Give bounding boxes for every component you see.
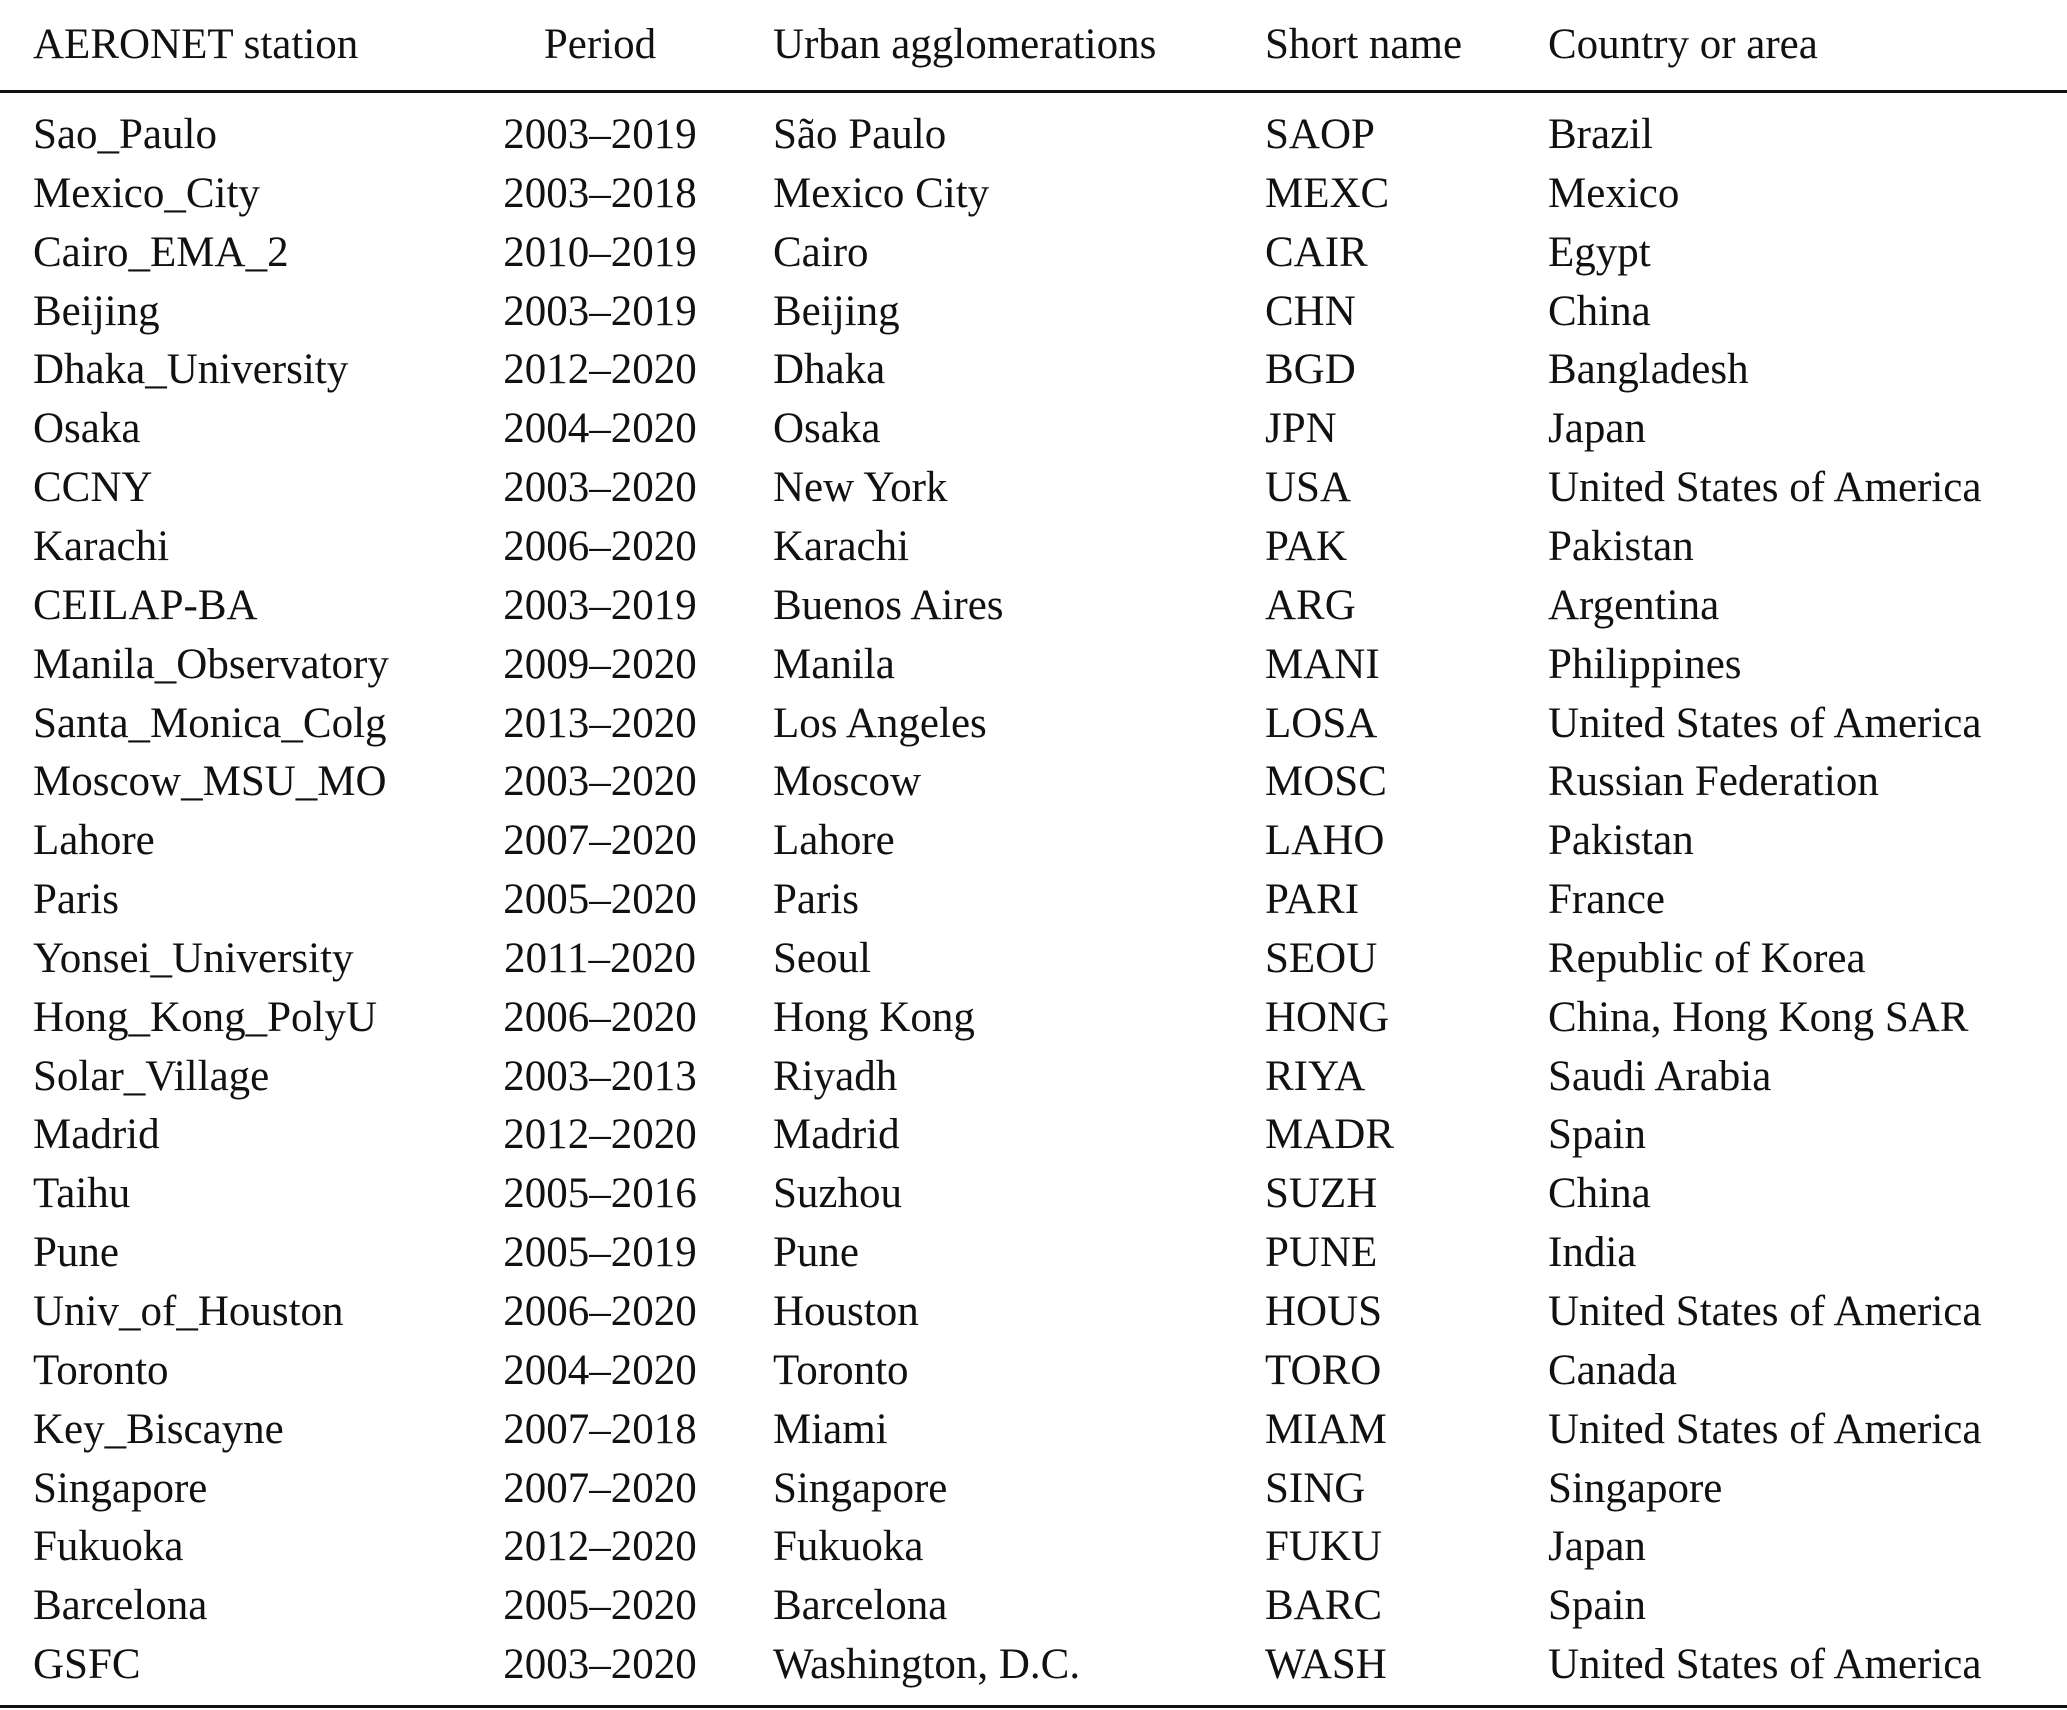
header-divider bbox=[0, 90, 2067, 93]
cell-agglomeration: Riyadh bbox=[773, 1052, 898, 1100]
cell-station: Pune bbox=[33, 1229, 119, 1277]
cell-period: 2006–2020 bbox=[503, 1288, 697, 1335]
cell-period: 2003–2020 bbox=[503, 1641, 697, 1689]
bottom-divider bbox=[0, 1705, 2067, 1708]
cell-station: Manila_Observatory bbox=[33, 640, 389, 688]
table-row bbox=[0, 459, 2067, 517]
cell-country: Russian Federation bbox=[1548, 758, 1879, 806]
cell-agglomeration: Madrid bbox=[773, 1111, 900, 1159]
cell-period: 2005–2020 bbox=[503, 1582, 697, 1630]
cell-period: 2003–2020 bbox=[503, 758, 697, 806]
cell-country: Bangladesh bbox=[1548, 346, 1749, 394]
cell-station: Singapore bbox=[33, 1464, 208, 1512]
cell-short-name: MIAM bbox=[1265, 1405, 1387, 1453]
cell-agglomeration: Miami bbox=[773, 1405, 888, 1453]
cell-country: Pakistan bbox=[1548, 522, 1694, 570]
cell-country: Republic of Korea bbox=[1548, 934, 1866, 982]
table-row bbox=[0, 1401, 2067, 1459]
header-country: Country or area bbox=[1548, 21, 1818, 68]
cell-agglomeration: Beijing bbox=[773, 287, 900, 335]
table-row bbox=[0, 1577, 2067, 1635]
cell-agglomeration: Manila bbox=[773, 640, 895, 688]
cell-short-name: BGD bbox=[1265, 346, 1356, 394]
cell-country: Spain bbox=[1548, 1111, 1646, 1159]
cell-station: Beijing bbox=[33, 287, 160, 335]
cell-country: United States of America bbox=[1548, 464, 1982, 512]
cell-station: Hong_Kong_PolyU bbox=[33, 993, 378, 1041]
table-row bbox=[0, 224, 2067, 282]
cell-period: 2003–2019 bbox=[503, 581, 697, 629]
cell-country: Brazil bbox=[1548, 111, 1654, 158]
table-row bbox=[0, 165, 2067, 223]
cell-agglomeration: Singapore bbox=[773, 1464, 948, 1512]
cell-short-name: LAHO bbox=[1265, 817, 1385, 865]
cell-station: Dhaka_University bbox=[33, 346, 349, 394]
table-row bbox=[0, 1518, 2067, 1576]
cell-station: Paris bbox=[33, 876, 119, 924]
table-row bbox=[0, 341, 2067, 399]
cell-station: CCNY bbox=[33, 464, 153, 512]
cell-period: 2012–2020 bbox=[503, 1523, 697, 1571]
cell-period: 2006–2020 bbox=[503, 522, 697, 570]
cell-station: GSFC bbox=[33, 1641, 141, 1689]
cell-station: Toronto bbox=[33, 1346, 169, 1394]
table-row bbox=[0, 930, 2067, 988]
cell-short-name: SEOU bbox=[1265, 934, 1378, 982]
cell-short-name: RIYA bbox=[1265, 1052, 1366, 1100]
table-row bbox=[0, 1283, 2067, 1341]
table-row bbox=[0, 283, 2067, 341]
cell-station: Cairo_EMA_2 bbox=[33, 228, 289, 276]
table-row bbox=[0, 1048, 2067, 1106]
cell-station: Madrid bbox=[33, 1111, 160, 1159]
table-row bbox=[0, 1106, 2067, 1164]
cell-agglomeration: Barcelona bbox=[773, 1582, 948, 1630]
cell-period: 2003–2020 bbox=[503, 464, 697, 512]
cell-short-name: JPN bbox=[1265, 405, 1337, 453]
table-row bbox=[0, 1636, 2067, 1694]
cell-station: Taihu bbox=[33, 1170, 131, 1218]
cell-station: Santa_Monica_Colg bbox=[33, 699, 387, 747]
cell-country: China bbox=[1548, 287, 1651, 335]
cell-short-name: MADR bbox=[1265, 1111, 1395, 1159]
cell-agglomeration: Fukuoka bbox=[773, 1523, 924, 1571]
cell-country: China bbox=[1548, 1170, 1651, 1218]
cell-period: 2009–2020 bbox=[503, 640, 697, 688]
cell-period: 2012–2020 bbox=[503, 346, 697, 394]
header-period: Period bbox=[543, 21, 657, 68]
cell-period: 2007–2020 bbox=[503, 1464, 697, 1512]
cell-country: Japan bbox=[1548, 405, 1646, 453]
cell-period: 2004–2020 bbox=[503, 405, 697, 453]
cell-station: Sao_Paulo bbox=[33, 111, 217, 158]
cell-country: Philippines bbox=[1548, 640, 1742, 688]
header-short-name: Short name bbox=[1265, 21, 1463, 68]
table-row bbox=[0, 577, 2067, 635]
cell-country: Pakistan bbox=[1548, 817, 1694, 865]
cell-short-name: FUKU bbox=[1265, 1523, 1383, 1571]
cell-agglomeration: Osaka bbox=[773, 405, 881, 453]
cell-station: Solar_Village bbox=[33, 1052, 270, 1100]
table-row bbox=[0, 753, 2067, 811]
table-row bbox=[0, 871, 2067, 929]
cell-country: Saudi Arabia bbox=[1548, 1052, 1772, 1100]
cell-agglomeration: Dhaka bbox=[773, 346, 886, 394]
table-row bbox=[0, 636, 2067, 694]
cell-agglomeration: Lahore bbox=[773, 817, 895, 865]
cell-station: Yonsei_University bbox=[33, 934, 354, 982]
header-agglomeration: Urban agglomerations bbox=[773, 21, 1157, 68]
cell-country: India bbox=[1548, 1229, 1637, 1277]
cell-country: Japan bbox=[1548, 1523, 1646, 1571]
cell-period: 2013–2020 bbox=[503, 699, 697, 747]
cell-agglomeration: Washington, D.C. bbox=[773, 1641, 1081, 1689]
cell-agglomeration: New York bbox=[773, 464, 948, 512]
cell-station: Karachi bbox=[33, 522, 170, 570]
table-row bbox=[0, 400, 2067, 458]
table-row bbox=[0, 695, 2067, 753]
cell-agglomeration: Seoul bbox=[773, 934, 871, 982]
cell-period: 2004–2020 bbox=[503, 1346, 697, 1394]
cell-period: 2012–2020 bbox=[503, 1111, 697, 1159]
cell-agglomeration: Toronto bbox=[773, 1346, 909, 1394]
cell-period: 2005–2019 bbox=[503, 1229, 697, 1277]
cell-country: Singapore bbox=[1548, 1464, 1723, 1512]
cell-station: Barcelona bbox=[33, 1582, 208, 1630]
cell-country: Canada bbox=[1548, 1346, 1677, 1394]
cell-short-name: HOUS bbox=[1265, 1288, 1383, 1335]
cell-agglomeration: Paris bbox=[773, 876, 859, 924]
cell-agglomeration: Pune bbox=[773, 1229, 859, 1277]
cell-short-name: MOSC bbox=[1265, 758, 1387, 806]
cell-short-name: CHN bbox=[1265, 287, 1356, 335]
cell-short-name: HONG bbox=[1265, 993, 1390, 1041]
cell-country: Egypt bbox=[1548, 228, 1651, 276]
table-row bbox=[0, 1342, 2067, 1400]
cell-agglomeration: São Paulo bbox=[773, 111, 947, 158]
table-row bbox=[0, 989, 2067, 1047]
cell-short-name: CAIR bbox=[1265, 228, 1368, 276]
cell-agglomeration: Hong Kong bbox=[773, 993, 975, 1041]
cell-short-name: SUZH bbox=[1265, 1170, 1378, 1218]
cell-short-name: PAK bbox=[1265, 522, 1348, 570]
cell-agglomeration: Moscow bbox=[773, 758, 922, 806]
cell-short-name: MANI bbox=[1265, 640, 1380, 688]
cell-short-name: PARI bbox=[1265, 876, 1360, 924]
cell-country: United States of America bbox=[1548, 699, 1982, 747]
cell-period: 2003–2019 bbox=[503, 287, 697, 335]
cell-agglomeration: Mexico City bbox=[773, 169, 990, 217]
cell-period: 2007–2020 bbox=[503, 817, 697, 865]
cell-agglomeration: Houston bbox=[773, 1288, 919, 1335]
cell-station: Key_Biscayne bbox=[33, 1405, 284, 1453]
cell-station: Osaka bbox=[33, 405, 141, 453]
cell-period: 2006–2020 bbox=[503, 993, 697, 1041]
cell-short-name: PUNE bbox=[1265, 1229, 1378, 1277]
table-row bbox=[0, 812, 2067, 870]
cell-short-name: USA bbox=[1265, 464, 1352, 512]
cell-station: Fukuoka bbox=[33, 1523, 184, 1571]
cell-agglomeration: Karachi bbox=[773, 522, 910, 570]
table-row bbox=[0, 1224, 2067, 1282]
cell-country: United States of America bbox=[1548, 1405, 1982, 1453]
cell-period: 2007–2018 bbox=[503, 1405, 697, 1453]
header-station: AERONET station bbox=[33, 21, 359, 68]
cell-agglomeration: Los Angeles bbox=[773, 699, 987, 747]
table-row bbox=[0, 1460, 2067, 1518]
cell-period: 2005–2020 bbox=[503, 876, 697, 924]
cell-country: France bbox=[1548, 876, 1665, 924]
cell-station: Moscow_MSU_MO bbox=[33, 758, 387, 806]
cell-country: Spain bbox=[1548, 1582, 1646, 1630]
cell-country: Argentina bbox=[1548, 581, 1720, 629]
cell-period: 2011–2020 bbox=[504, 934, 696, 982]
cell-period: 2003–2013 bbox=[503, 1052, 697, 1100]
cell-agglomeration: Cairo bbox=[773, 228, 869, 276]
cell-country: United States of America bbox=[1548, 1288, 1982, 1335]
cell-country: China, Hong Kong SAR bbox=[1548, 993, 1969, 1041]
cell-period: 2003–2019 bbox=[503, 111, 697, 158]
cell-short-name: ARG bbox=[1265, 581, 1356, 629]
cell-agglomeration: Suzhou bbox=[773, 1170, 902, 1218]
cell-short-name: SAOP bbox=[1265, 111, 1375, 158]
cell-station: CEILAP-BA bbox=[33, 581, 258, 629]
cell-short-name: MEXC bbox=[1265, 169, 1390, 217]
cell-short-name: TORO bbox=[1265, 1346, 1382, 1394]
cell-short-name: SING bbox=[1265, 1464, 1366, 1512]
table-header-row bbox=[0, 16, 2067, 74]
table-row bbox=[0, 518, 2067, 576]
cell-agglomeration: Buenos Aires bbox=[773, 581, 1004, 629]
table-row bbox=[0, 106, 2067, 164]
cell-station: Lahore bbox=[33, 817, 155, 865]
cell-short-name: WASH bbox=[1265, 1641, 1387, 1689]
cell-country: Mexico bbox=[1548, 169, 1680, 217]
table-row bbox=[0, 1165, 2067, 1223]
cell-country: United States of America bbox=[1548, 1641, 1982, 1689]
cell-station: Univ_of_Houston bbox=[33, 1288, 344, 1335]
cell-short-name: BARC bbox=[1265, 1582, 1383, 1630]
cell-period: 2003–2018 bbox=[503, 169, 697, 217]
cell-period: 2010–2019 bbox=[503, 228, 697, 276]
cell-short-name: LOSA bbox=[1265, 699, 1378, 747]
cell-station: Mexico_City bbox=[33, 169, 260, 217]
cell-period: 2005–2016 bbox=[503, 1170, 697, 1218]
